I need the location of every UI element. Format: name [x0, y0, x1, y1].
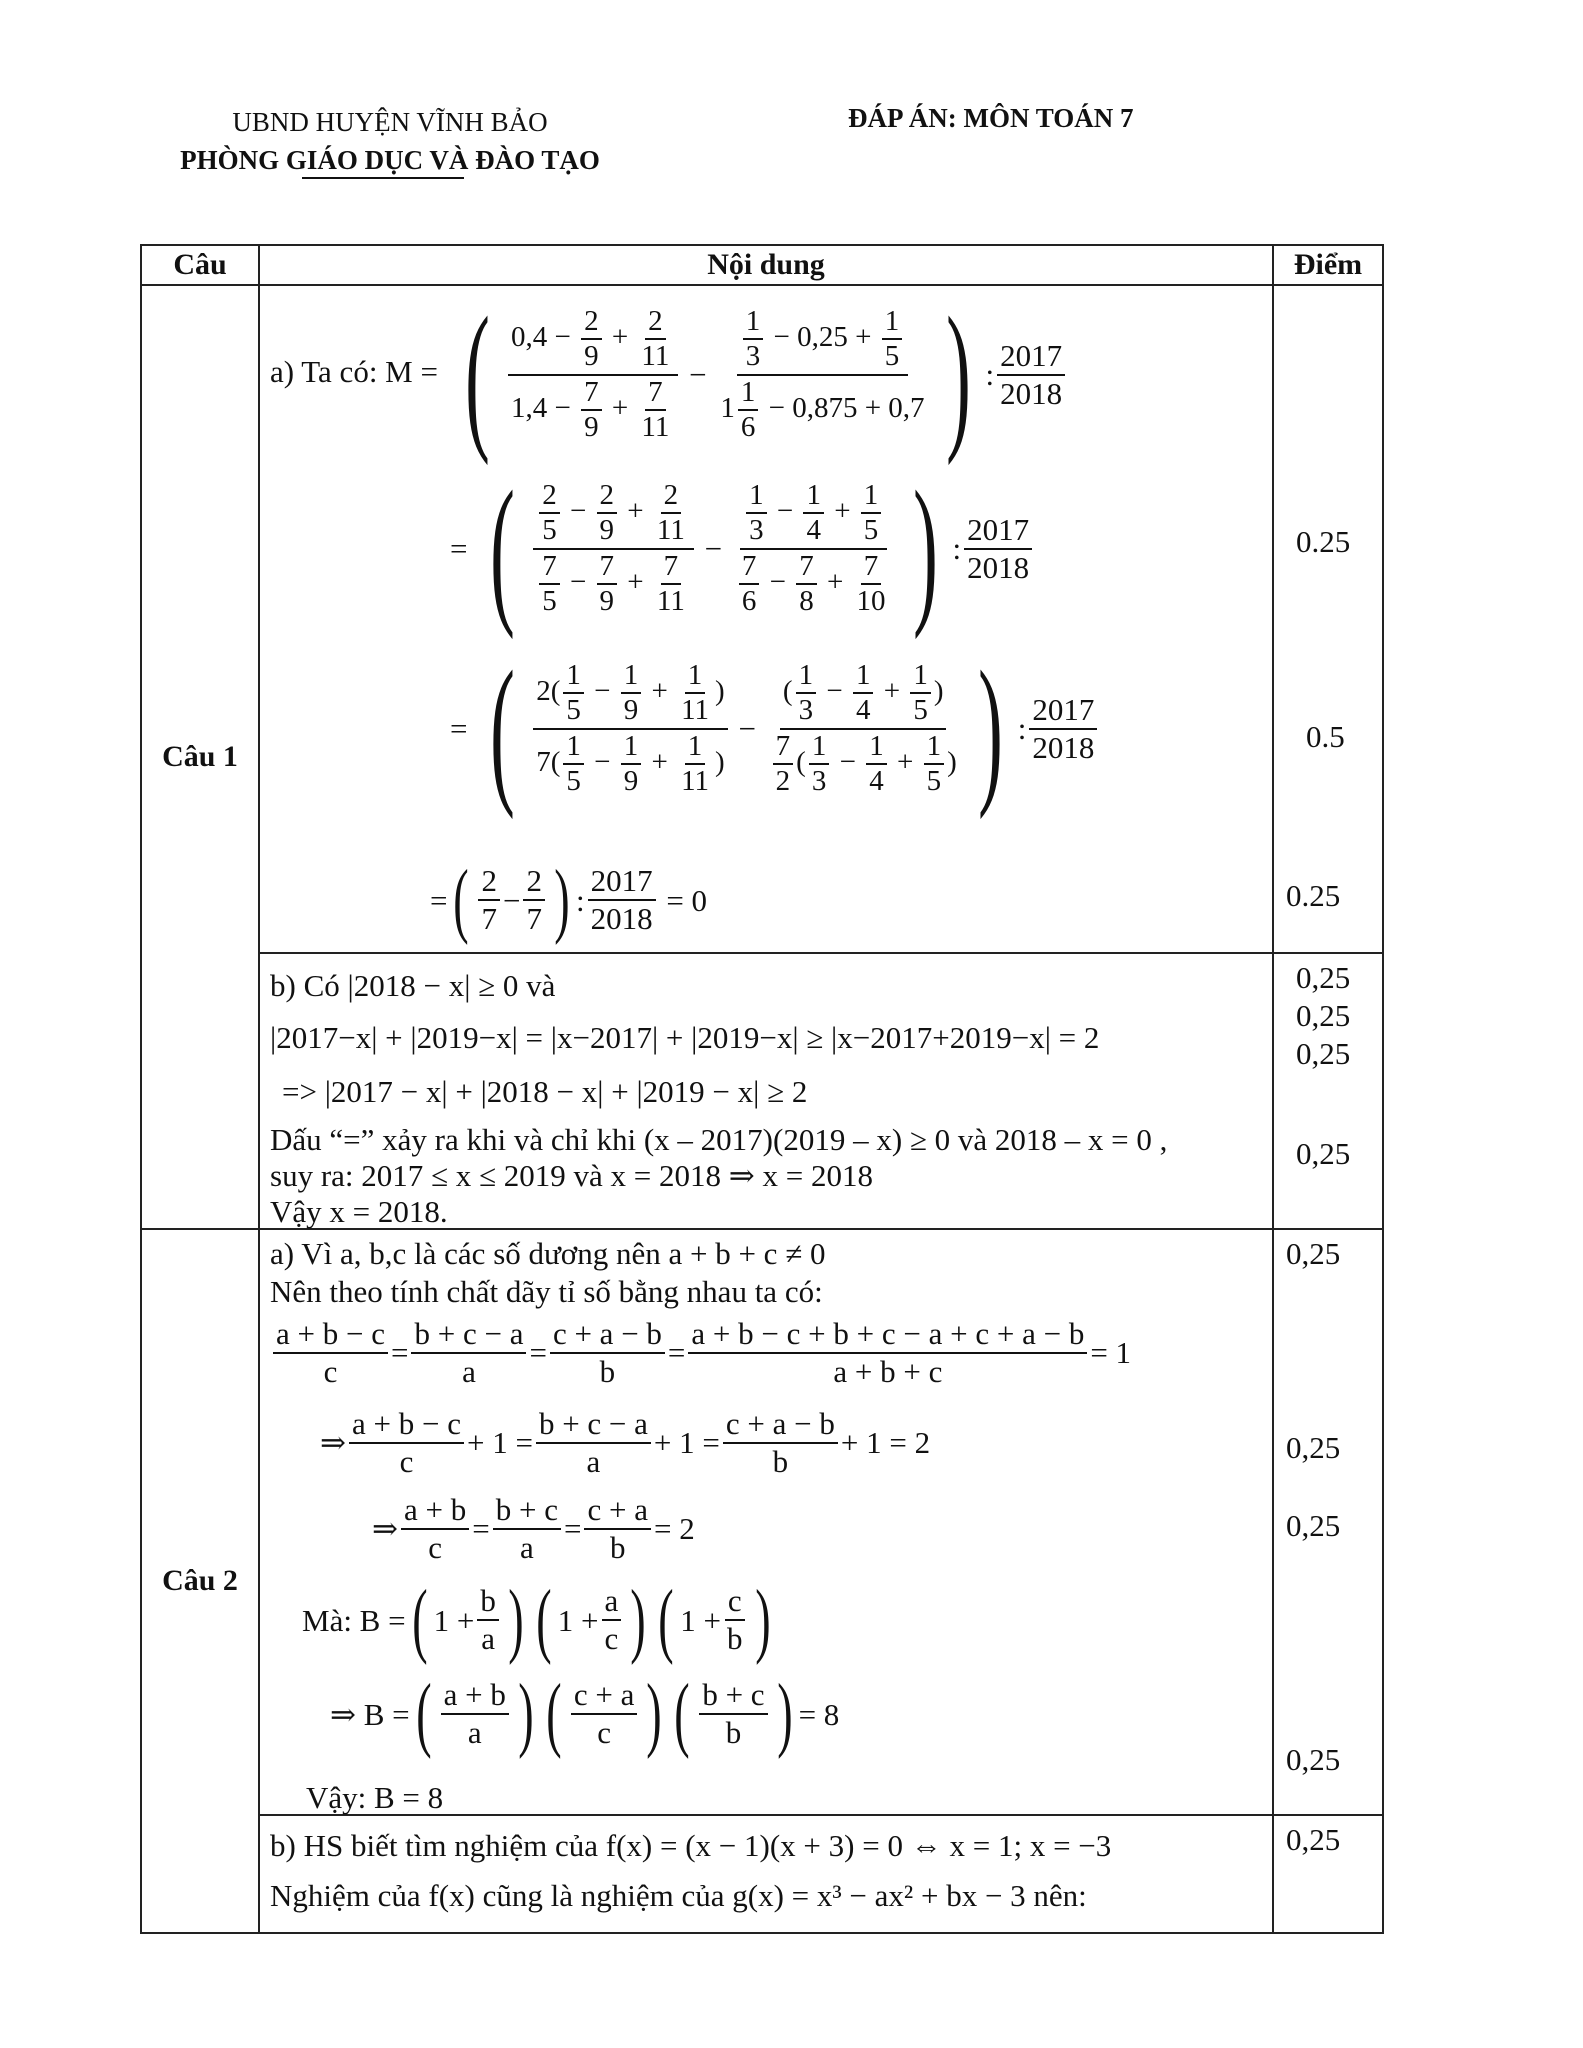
cau1-a-expr4: = ( 2 7 − $\frac{2}{7}$ ) : $\frac{2017}{2018}$ = 0	[430, 853, 708, 946]
col-header-content: Nội dung	[259, 245, 1273, 285]
cau1-a-point-3: 0.25	[1286, 878, 1341, 913]
table-row-cau2-a	[141, 1229, 1383, 1815]
cau1-b-line4: Dấu “=” xảy ra khi và chỉ khi (x – 2017)(2019 – x) ≥ 0 và 2018 – x = 0 ,	[270, 1122, 1168, 1157]
cau2-a-ratio-eq: $\frac{a + b - c}{c}$ = $\frac{b + c - a}{a}$ = $\frac{c + a - b}{b}$ = $\frac{a + b - c + b + c - a + c + a - b}{a + b + c}$ = 1	[270, 1316, 1131, 1389]
answer-table	[140, 244, 1384, 1934]
cau1-a-point-1: 0.25	[1296, 524, 1351, 559]
cau2-a-b-def: Mà: B = ( 1 + $\frac{b}{a}$ ) ( 1 + $\frac{a}{c}$ ) ( 1 + $\frac{c}{b}$ )	[302, 1573, 771, 1666]
cau2-a-line1: a) Vì a, b,c là các số dương nên a + b + c ≠ 0	[270, 1236, 826, 1271]
cau1-b-point-1: 0,25	[1296, 960, 1351, 995]
cau2-a-point-4: 0,25	[1286, 1742, 1341, 1777]
table-row-cau2-b	[141, 1815, 1383, 1933]
cau1-a-expr2: = ( $\frac{2}{5}$ − $\frac{2}{9}$ + $\frac{2}{11}$ $\frac{7}{5}$ − $\frac{7}{9}$ + $\frac{7}{11}$ − $\frac{1}{3}$ − $\frac{1}{4}$ + $\frac{1}{5}$ $\frac{7}{6}$ − $\frac{7}{8}$ + $\frac{7}{10}$ ) : 2017 2018	[450, 466, 1035, 631]
document-title: ĐÁP ÁN: MÔN TOÁN 7	[848, 103, 1134, 133]
cau2-a-plus-one: ⇒ a + b − c c + 1 = $\frac{b + c - a}{a}$ + 1 = $\frac{c + a - b}{b}$ + 1 = 2	[320, 1406, 931, 1479]
cau2-b-content	[259, 1815, 1273, 1933]
table-row-cau1-a	[141, 285, 1383, 953]
cau2-a-line2: Nên theo tính chất dãy tỉ số bằng nhau ta có:	[270, 1274, 823, 1309]
department-name: PHÒNG GIÁO DỤC VÀ ĐÀO TẠO	[180, 145, 600, 175]
cau2-a-content	[259, 1229, 1273, 1815]
cau2-a-vay: Vậy: B = 8	[306, 1780, 444, 1815]
cau1-b-points	[1273, 953, 1383, 1229]
table-row-cau1-b	[141, 953, 1383, 1229]
cau1-a-intro: a) Ta có: M =	[270, 354, 438, 389]
cau2-a-point-1: 0,25	[1286, 1236, 1341, 1271]
header-underline	[302, 177, 464, 179]
cau1-a-content	[259, 285, 1273, 953]
cau1-a-expr1: ( 0,4 − $\frac{2}{9}$ + $\frac{2}{11}$ 1,4 − $\frac{7}{9}$ + $\frac{7}{11}$ − $\frac{1}{3}$ − 0,25 + $\frac{1}{5}$ 1 $\frac{1}{6}$ − 0,875 + 0,7 ) : 2017 2018	[450, 292, 1068, 457]
cau2-a-point-2: 0,25	[1286, 1430, 1341, 1465]
cau1-b-line2: |2017−x| + |2019−x| = |x−2017| + |2019−x| ≥ |x−2017+2019−x| = 2	[270, 1020, 1100, 1055]
district-name: UBND HUYỆN VĨNH BẢO	[232, 107, 548, 137]
cau1-label: Câu 1	[141, 285, 259, 1229]
col-header-cau: Câu	[141, 245, 259, 285]
col-header-points: Điểm	[1273, 245, 1383, 285]
cau2-a-simplified: ⇒ $\frac{a + b}{c}$ = $\frac{b + c}{a}$ = $\frac{c + a}{b}$ = 2	[372, 1492, 695, 1565]
cau2-b-line2: Nghiệm của f(x) cũng là nghiệm của g(x) = x³ − ax² + bx − 3 nên:	[270, 1878, 1087, 1913]
cau1-b-line5: suy ra: 2017 ≤ x ≤ 2019 và x = 2018 ⇒ x = 2018	[270, 1158, 873, 1193]
cau2-b-point-1: 0,25	[1286, 1822, 1341, 1857]
cau2-label: Câu 2	[141, 1229, 259, 1933]
cau1-a-point-2: 0.5	[1306, 719, 1345, 754]
cau2-a-ma: Mà: B =	[302, 1602, 406, 1638]
cau1-b-content	[259, 953, 1273, 1229]
cau2-a-point-3: 0,25	[1286, 1508, 1341, 1543]
header-left	[150, 103, 630, 179]
cau1-b-point-3: 0,25	[1296, 1036, 1351, 1071]
cau2-b-line1: b) HS biết tìm nghiệm của f(x) = (x − 1)(x + 3) = 0 ⇔ x = 1; x = −3	[270, 1828, 1112, 1863]
cau1-b-line6: Vậy x = 2018.	[270, 1194, 448, 1229]
cau1-a-expr3: = ( 2( $\frac{1}{5}$ − $\frac{1}{9}$ + $\frac{1}{11}$ ) 7( $\frac{1}{5}$ − $\frac{1}{9}$ + $\frac{1}{11}$ ) − ( $\frac{1}{3}$ − $\frac{1}{4}$ + $\frac{1}{5}$ ) $\frac{7}{2}$ ( $\frac{1}{3}$ − $\frac{1}{4}$ + $\frac{1}{5}$ ) ) : 2017 2018	[450, 646, 1100, 811]
cau1-b-point-4: 0,25	[1296, 1136, 1351, 1171]
cau1-b-point-2: 0,25	[1296, 998, 1351, 1033]
cau2-a-points	[1273, 1229, 1383, 1815]
cau2-a-b-result: ⇒ B = ( a + b a ) ( c + a c ) ( b + c b ) = 8	[330, 1667, 840, 1760]
cau2-b-points	[1273, 1815, 1383, 1933]
cau1-a-points	[1273, 285, 1383, 953]
cau1-b-line3: => |2017 − x| + |2018 − x| + |2019 − x| ≥ 2	[282, 1074, 808, 1109]
cau1-b-line1: b) Có |2018 − x| ≥ 0 và	[270, 968, 556, 1003]
table-header-row	[141, 245, 1383, 285]
